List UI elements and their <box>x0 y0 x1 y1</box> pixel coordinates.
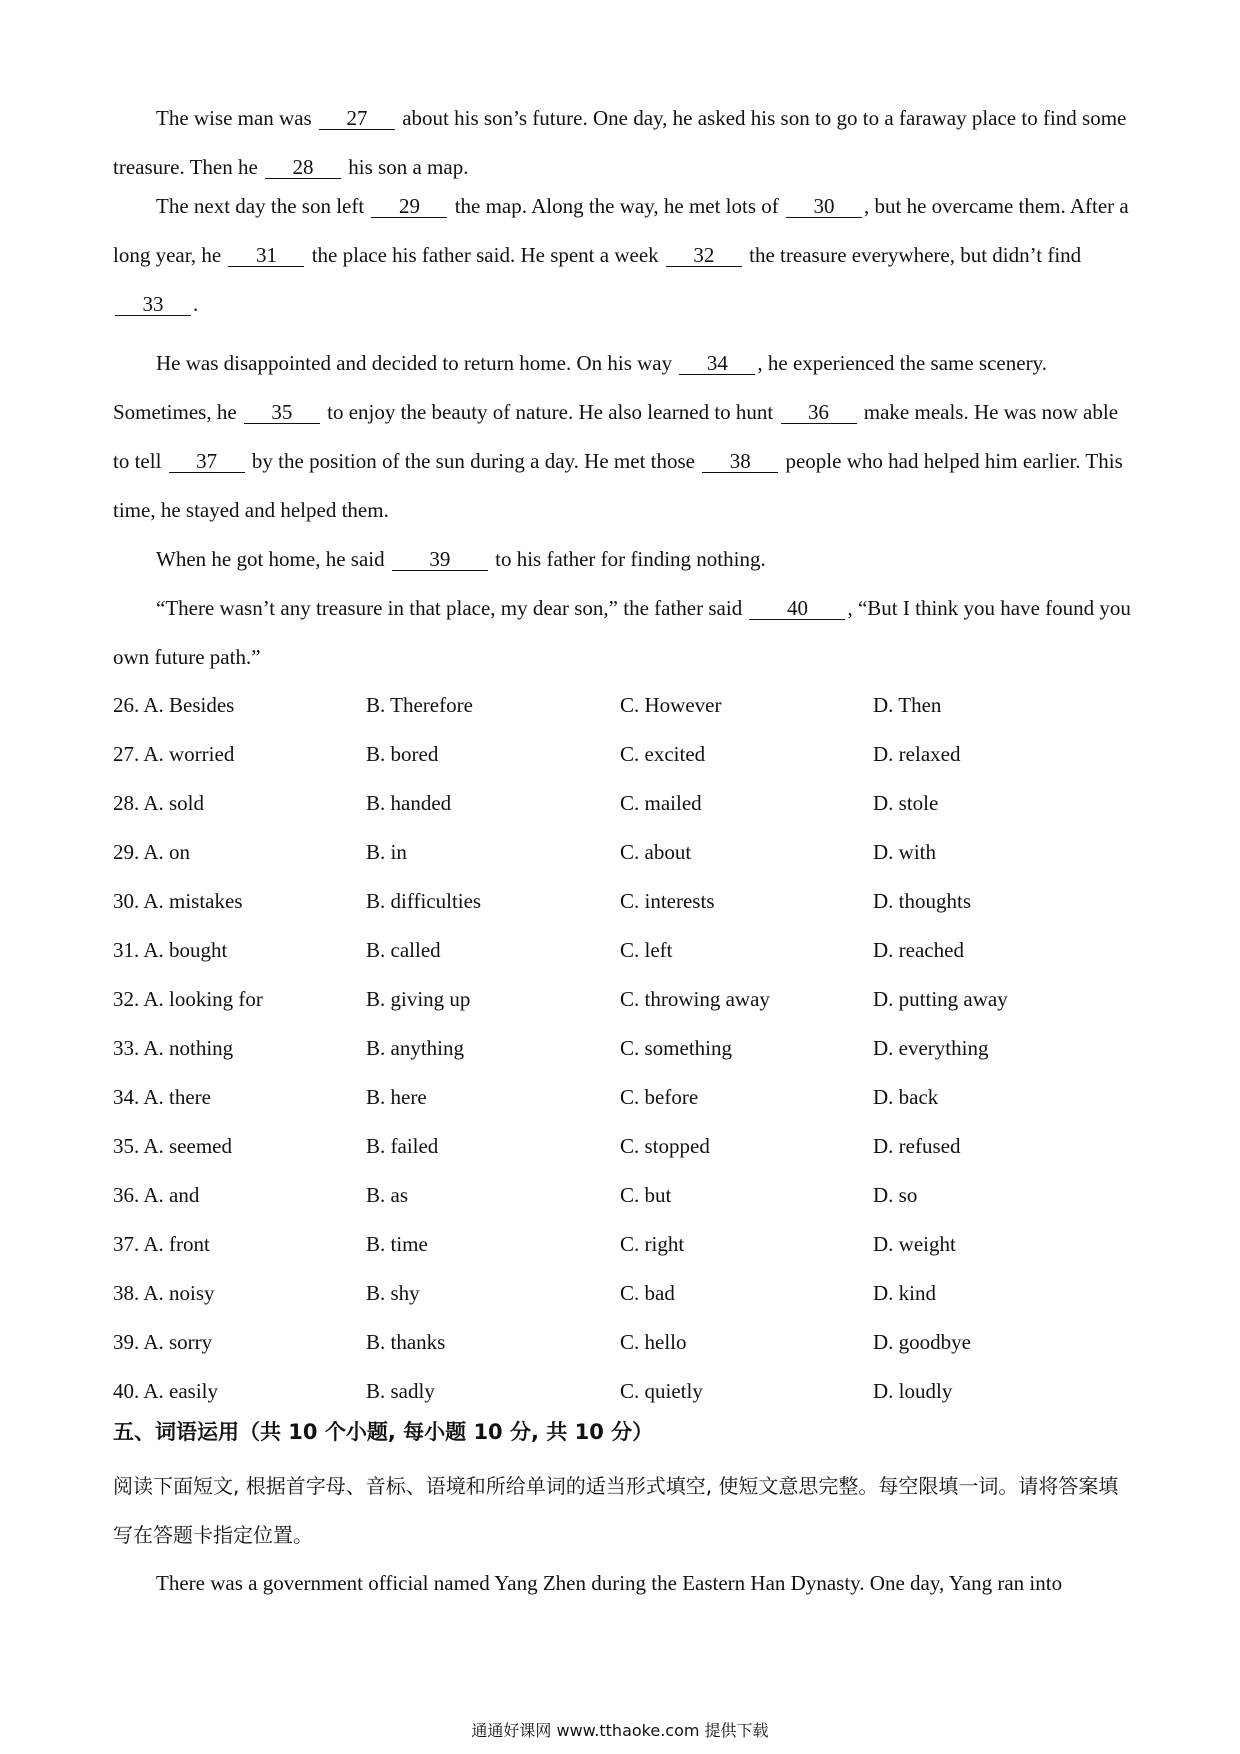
option-c: C. something <box>620 1036 733 1060</box>
option-b: B. thanks <box>366 1330 446 1354</box>
option-d: D. with <box>873 840 936 864</box>
passage-paragraph-2: The next day the son left 29 the map. Along the way, he met lots of 30 , but he overcame them. After a long year, he 31 the place his father said. He spent a week 32 the treasure everywhere, but didn’t find 33 . <box>113 194 1129 316</box>
option-d: D. kind <box>873 1281 936 1305</box>
option-b: B. bored <box>366 742 439 766</box>
option-a: 31. A. bought <box>113 938 228 962</box>
option-row <box>113 1171 1133 1220</box>
option-a: 27. A. worried <box>113 742 235 766</box>
blank-34: 34 <box>679 352 755 375</box>
option-c: C. throwing away <box>620 987 770 1011</box>
section-heading: 五、词语运用（共 10 个小题, 每小题 10 分, 共 10 分） <box>113 1420 654 1444</box>
option-d: D. Then <box>873 693 942 717</box>
option-c: C. before <box>620 1085 699 1109</box>
option-b: B. as <box>366 1183 408 1207</box>
option-row <box>113 1318 1133 1367</box>
option-c: C. quietly <box>620 1379 703 1403</box>
option-row <box>113 1122 1133 1171</box>
option-row <box>113 1024 1133 1073</box>
option-b: B. handed <box>366 791 452 815</box>
option-a: 33. A. nothing <box>113 1036 234 1060</box>
passage-paragraph-1: The wise man was 27 about his son’s future. One day, he asked his son to go to a faraway place to find some treasure. Then he 28 his son a map. <box>113 106 1127 179</box>
option-row <box>113 779 1133 828</box>
option-b: B. called <box>366 938 441 962</box>
option-a: 34. A. there <box>113 1085 211 1109</box>
options-table <box>113 681 1133 1416</box>
blank-35: 35 <box>244 401 320 424</box>
option-b: B. failed <box>366 1134 439 1158</box>
option-c: C. mailed <box>620 791 702 815</box>
option-a: 36. A. and <box>113 1183 200 1207</box>
option-d: D. stole <box>873 791 939 815</box>
option-c: C. right <box>620 1232 685 1256</box>
option-c: C. but <box>620 1183 672 1207</box>
passage-start: There was a government official named Yang Zhen during the Eastern Han Dynasty. One day, Yang ran into <box>156 1571 1063 1595</box>
option-b: B. giving up <box>366 987 471 1011</box>
option-a: 32. A. looking for <box>113 987 263 1011</box>
option-c: C. stopped <box>620 1134 710 1158</box>
option-b: B. in <box>366 840 407 864</box>
blank-33: 33 <box>115 293 191 316</box>
option-c: C. bad <box>620 1281 675 1305</box>
option-d: D. refused <box>873 1134 961 1158</box>
option-b: B. time <box>366 1232 428 1256</box>
option-row <box>113 1220 1133 1269</box>
option-b: B. sadly <box>366 1379 435 1403</box>
option-d: D. thoughts <box>873 889 972 913</box>
option-row <box>113 1269 1133 1318</box>
option-row <box>113 975 1133 1024</box>
option-b: B. Therefore <box>366 693 473 717</box>
option-row <box>113 926 1133 975</box>
option-d: D. relaxed <box>873 742 961 766</box>
blank-31: 31 <box>228 244 304 267</box>
option-a: 30. A. mistakes <box>113 889 243 913</box>
blank-38: 38 <box>702 450 778 473</box>
option-d: D. so <box>873 1183 918 1207</box>
option-d: D. back <box>873 1085 939 1109</box>
blank-37: 37 <box>169 450 245 473</box>
option-a: 40. A. easily <box>113 1379 218 1403</box>
option-c: C. interests <box>620 889 715 913</box>
passage-paragraph-5: “There wasn’t any treasure in that place, my dear son,” the father said 40 , “But I think you have found you own future path.” <box>113 596 1131 669</box>
option-d: D. loudly <box>873 1379 953 1403</box>
blank-28: 28 <box>265 156 341 179</box>
option-d: D. goodbye <box>873 1330 971 1354</box>
option-c: C. excited <box>620 742 706 766</box>
option-row <box>113 681 1133 730</box>
passage-paragraph-3: He was disappointed and decided to return home. On his way 34 , he experienced the same scenery. Sometimes, he 35 to enjoy the beauty of nature. He also learned to hunt 36 make meals. He was now able to tell 37 by the position of the sun during a day. He met those 38 people who had helped him earlier. This time, he stayed and helped them. <box>113 351 1123 522</box>
option-b: B. here <box>366 1085 427 1109</box>
option-c: C. left <box>620 938 673 962</box>
option-a: 35. A. seemed <box>113 1134 232 1158</box>
option-row <box>113 1073 1133 1122</box>
blank-32: 32 <box>666 244 742 267</box>
option-b: B. difficulties <box>366 889 482 913</box>
blank-36: 36 <box>781 401 857 424</box>
option-row <box>113 877 1133 926</box>
option-c: C. hello <box>620 1330 687 1354</box>
option-a: 38. A. noisy <box>113 1281 215 1305</box>
option-d: D. weight <box>873 1232 956 1256</box>
option-a: 29. A. on <box>113 840 191 864</box>
option-b: B. shy <box>366 1281 420 1305</box>
option-d: D. reached <box>873 938 964 962</box>
footer-text: 通通好课网 www.tthaoke.com 提供下载 <box>471 1721 769 1740</box>
blank-39: 39 <box>392 548 488 571</box>
blank-27: 27 <box>319 107 395 130</box>
option-a: 28. A. sold <box>113 791 205 815</box>
section-instruction: 阅读下面短文, 根据首字母、音标、语境和所给单词的适当形式填空, 使短文意思完整。每空限填一词。请将答案填写在答题卡指定位置。 <box>113 1474 1119 1547</box>
option-c: C. about <box>620 840 692 864</box>
option-a: 26. A. Besides <box>113 693 235 717</box>
option-b: B. anything <box>366 1036 464 1060</box>
passage-paragraph-4: When he got home, he said 39 to his father for finding nothing. <box>156 547 766 571</box>
option-row <box>113 828 1133 877</box>
option-c: C. However <box>620 693 722 717</box>
option-d: D. everything <box>873 1036 989 1060</box>
blank-29: 29 <box>371 195 447 218</box>
option-a: 37. A. front <box>113 1232 210 1256</box>
blank-40: 40 <box>749 597 845 620</box>
option-row <box>113 730 1133 779</box>
option-d: D. putting away <box>873 987 1008 1011</box>
blank-30: 30 <box>786 195 862 218</box>
option-a: 39. A. sorry <box>113 1330 213 1354</box>
